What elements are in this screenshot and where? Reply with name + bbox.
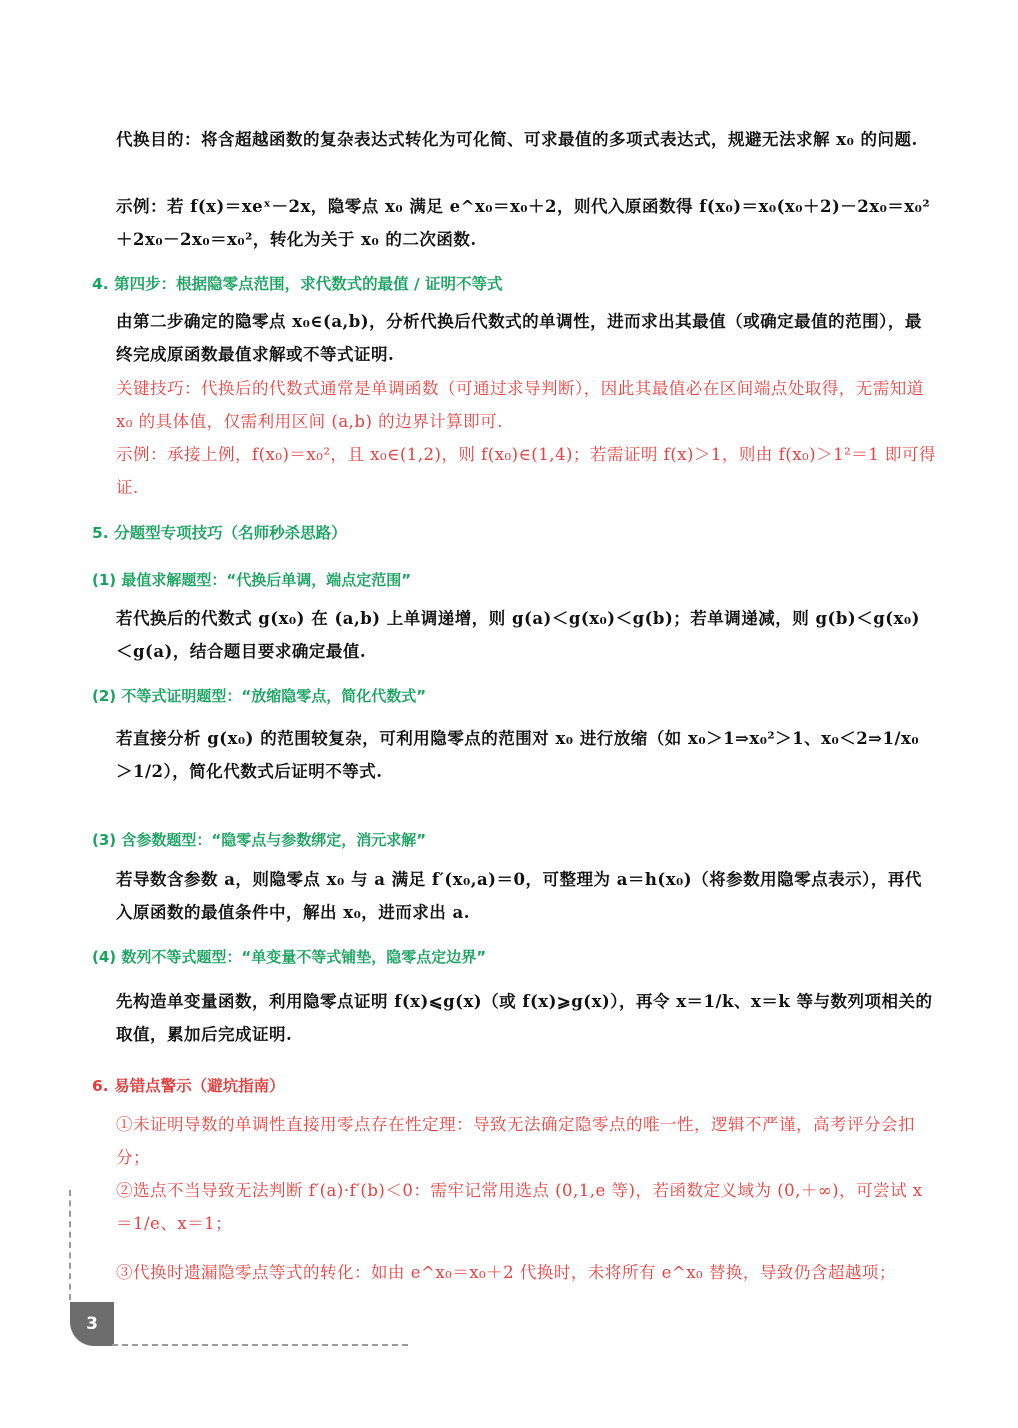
page-number-tab: 3 — [70, 1302, 114, 1346]
paragraph-example-2: 示例：承接上例，f(x₀)＝x₀²，且 x₀∈(1,2)，则 f(x₀)∈(1,4)；若需证明 f(x)＞1，则由 f(x₀)＞1²＝1 即可得证. — [116, 445, 936, 497]
heading-section-5: 5. 分题型专项技巧（名师秒杀思路） — [92, 524, 347, 542]
subheading-2: (2) 不等式证明题型：“放缩隐零点，简化代数式” — [92, 687, 427, 705]
paragraph-sub-2: 若直接分析 g(x₀) 的范围较复杂，可利用隐零点的范围对 x₀ 进行放缩（如 x₀＞1⇒x₀²＞1、x₀＜2⇒1/x₀＞1/2），简化代数式后证明不等式. — [116, 729, 920, 781]
heading-step-4: 4. 第四步：根据隐零点范围，求代数式的最值 / 证明不等式 — [92, 275, 503, 293]
dashed-border-left — [69, 1190, 71, 1300]
pitfall-item-2: ②选点不当导致无法判断 f′(a)·f′(b)＜0：需牢记常用选点 (0,1,e 等)，若函数定义域为 (0,＋∞)，可尝试 x＝1/e、x＝1； — [116, 1181, 923, 1233]
dashed-border-bottom — [112, 1344, 408, 1346]
paragraph-sub-1: 若代换后的代数式 g(x₀) 在 (a,b) 上单调递增，则 g(a)＜g(x₀)＜g(b)；若单调递减，则 g(b)＜g(x₀)＜g(a)，结合题目要求确定最值. — [116, 609, 920, 661]
subheading-3: (3) 含参数题型：“隐零点与参数绑定，消元求解” — [92, 831, 427, 849]
paragraph-step-4-body: 由第二步确定的隐零点 x₀∈(a,b)，分析代换后代数式的单调性，进而求出其最值（或确定最值的范围），最终完成原函数最值求解或不等式证明. — [116, 312, 922, 364]
paragraph-example-1: 示例：若 f(x)＝xeˣ－2x，隐零点 x₀ 满足 e^x₀＝x₀＋2，则代入原函数得 f(x₀)＝x₀(x₀＋2)－2x₀＝x₀²＋2x₀－2x₀＝x₀²，转化为关于 x₀ 的二次函数. — [116, 197, 931, 249]
paragraph-key-technique: 关键技巧：代换后的代数式通常是单调函数（可通过求导判断），因此其最值必在区间端点处取得，无需知道 x₀ 的具体值，仅需利用区间 (a,b) 的边界计算即可. — [116, 379, 924, 431]
heading-section-6: 6. 易错点警示（避坑指南） — [92, 1077, 285, 1095]
paragraph-substitution-purpose: 代换目的：将含超越函数的复杂表达式转化为可化简、可求最值的多项式表达式，规避无法求解 x₀ 的问题. — [116, 130, 918, 149]
subheading-4: (4) 数列不等式题型：“单变量不等式铺垫，隐零点定边界” — [92, 948, 487, 966]
pitfall-item-3: ③代换时遗漏隐零点等式的转化：如由 e^x₀＝x₀＋2 代换时，未将所有 e^x₀ 替换，导致仍含超越项； — [116, 1263, 896, 1282]
paragraph-sub-4: 先构造单变量函数，利用隐零点证明 f(x)⩽g(x)（或 f(x)⩾g(x)），再令 x＝1/k、x＝k 等与数列项相关的取值，累加后完成证明. — [116, 992, 933, 1044]
subheading-1: (1) 最值求解题型：“代换后单调，端点定范围” — [92, 571, 412, 589]
paragraph-sub-3: 若导数含参数 a，则隐零点 x₀ 与 a 满足 f′(x₀,a)＝0，可整理为 a＝h(x₀)（将参数用隐零点表示），再代入原函数的最值条件中，解出 x₀，进而求出 a. — [116, 870, 922, 922]
pitfall-item-1: ①未证明导数的单调性直接用零点存在性定理：导致无法确定隐零点的唯一性，逻辑不严谨，高考评分会扣分； — [116, 1115, 915, 1167]
